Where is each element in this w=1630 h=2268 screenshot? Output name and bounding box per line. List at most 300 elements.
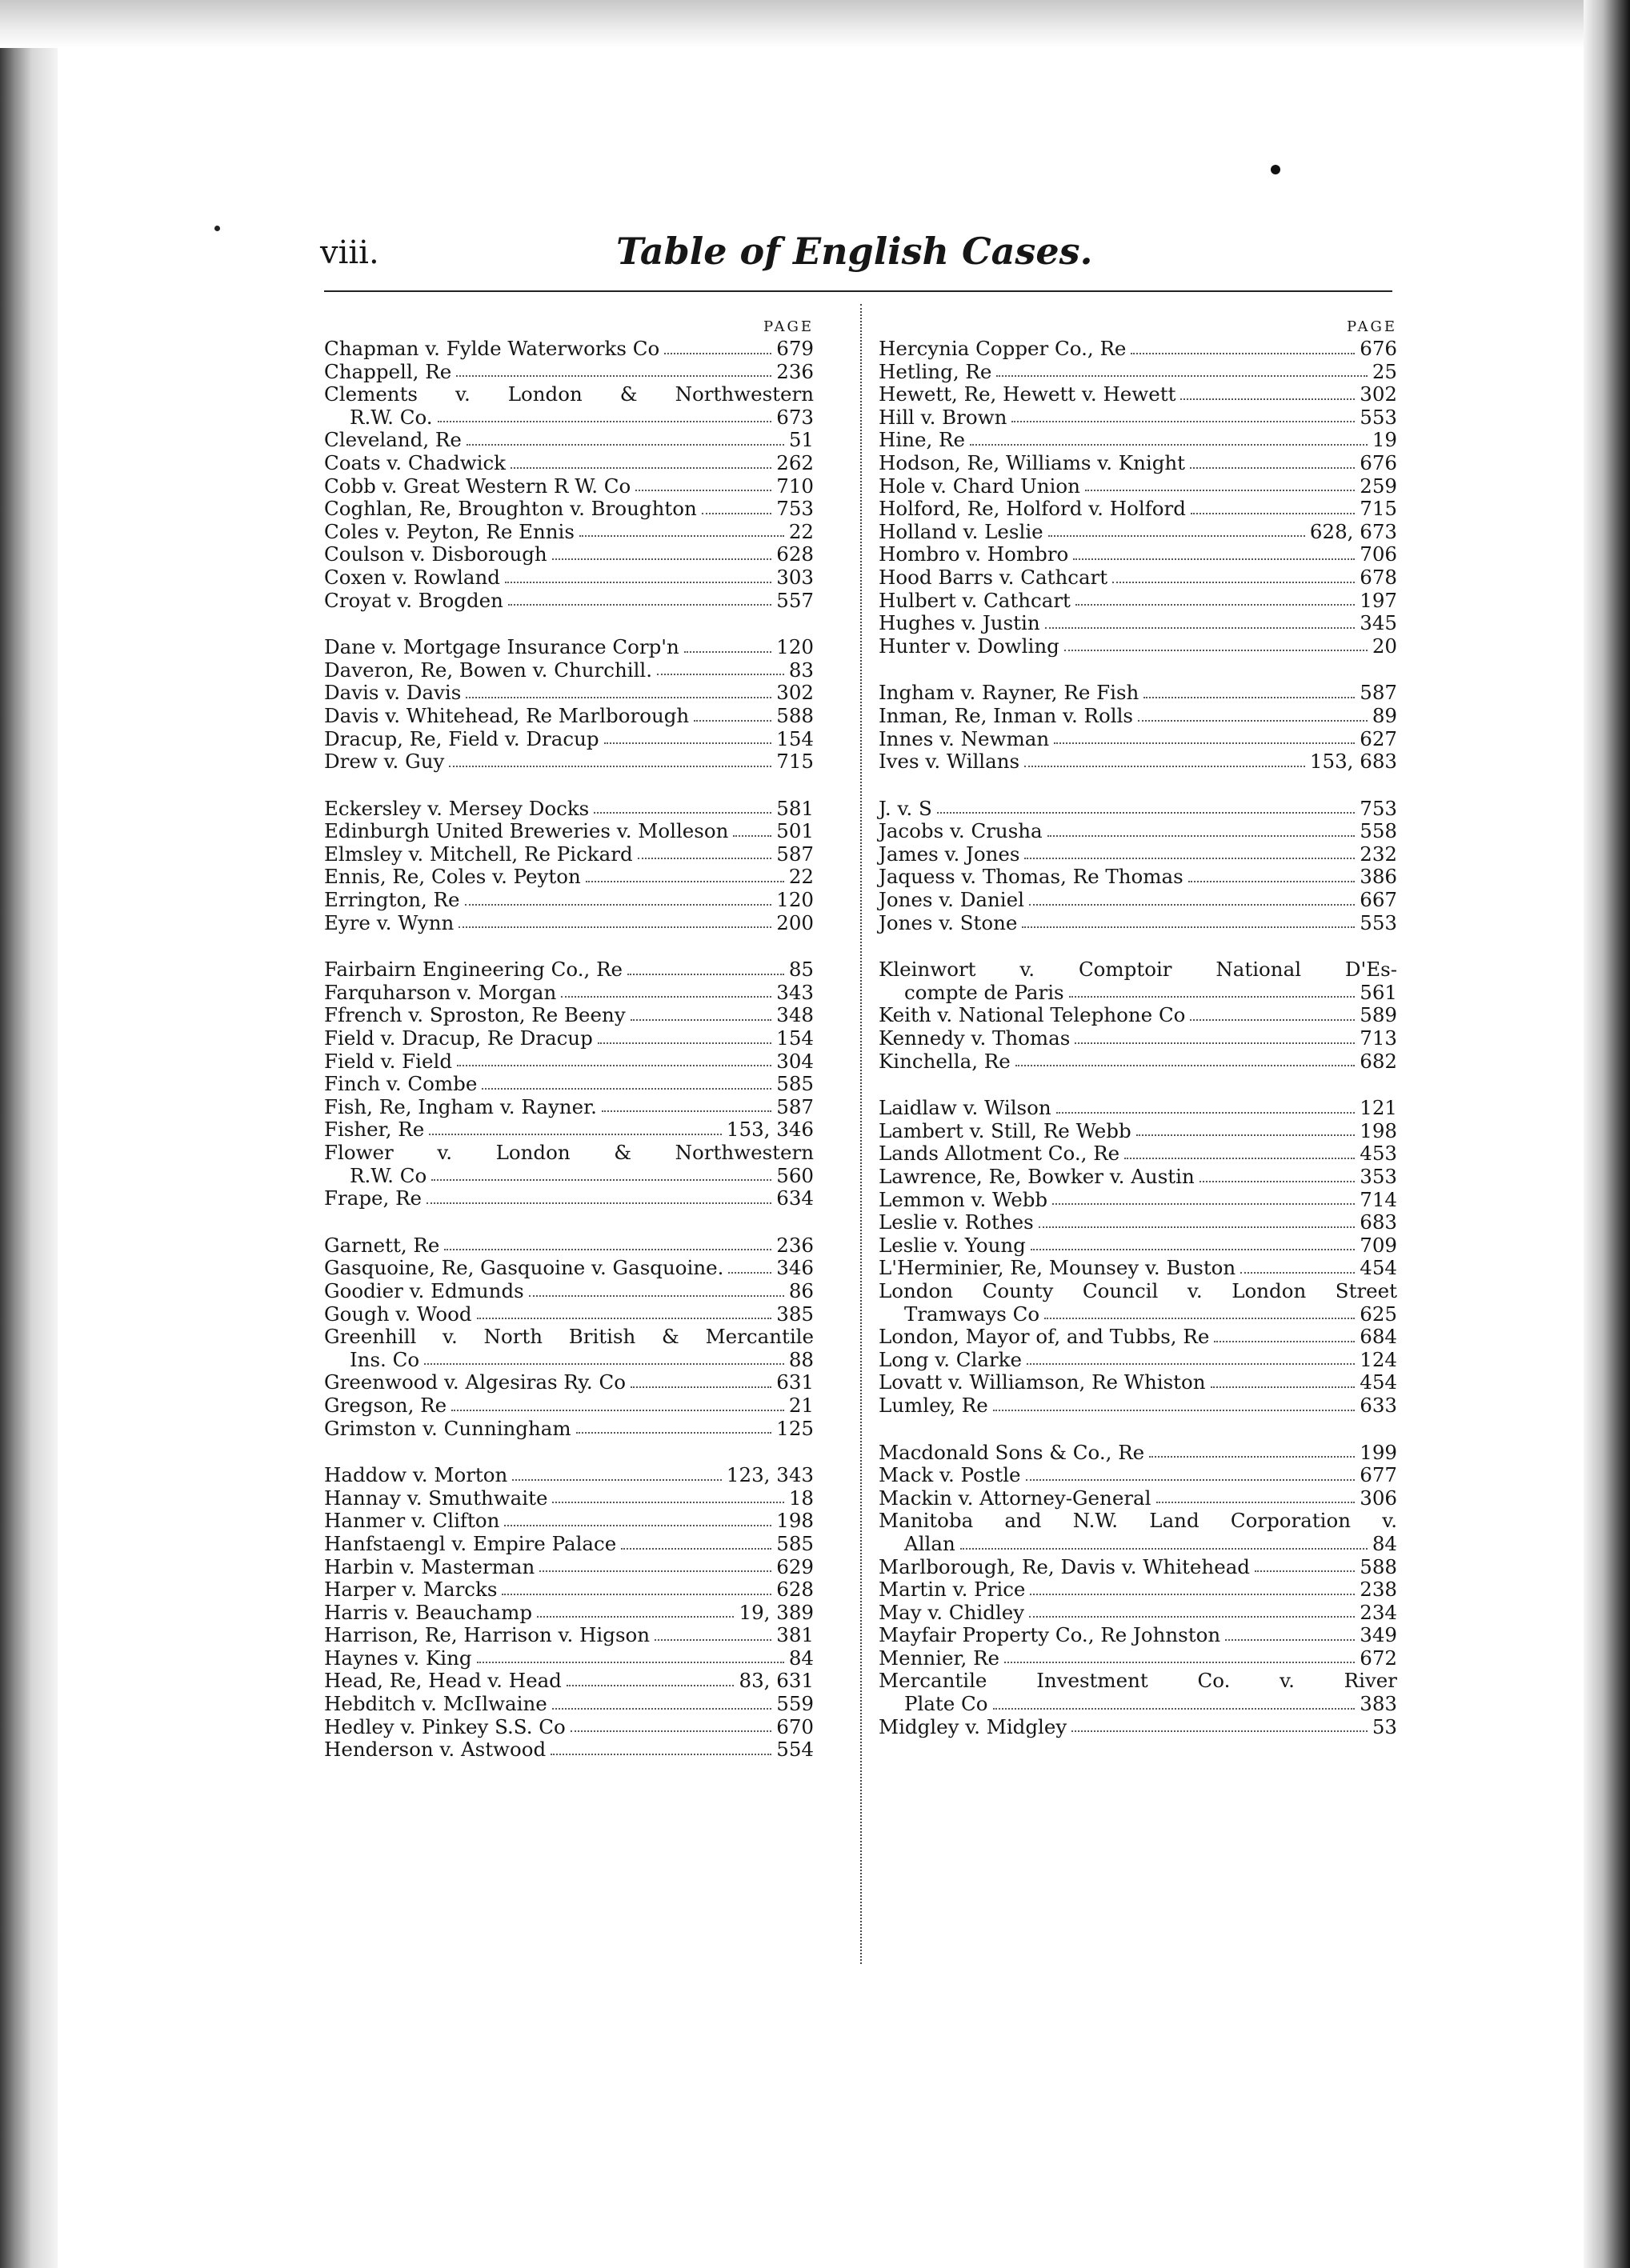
dot-leader (996, 375, 1367, 377)
page-number: 557 (776, 588, 814, 612)
page-number: 153, 683 (1309, 750, 1397, 774)
case-entry (324, 1096, 814, 1119)
case-entry (879, 566, 1397, 590)
dot-leader (1030, 1594, 1355, 1595)
dot-leader (586, 881, 784, 882)
case-entry (324, 475, 814, 498)
case-name: Cleveland, Re (324, 428, 462, 452)
page-number: 629 (776, 1554, 814, 1578)
dot-leader (424, 1363, 784, 1365)
case-entry-first-line: Flower v. London & Northwestern (324, 1141, 814, 1164)
case-entry (324, 521, 814, 544)
case-name: Lawrence, Re, Bowker v. Austin (879, 1165, 1195, 1188)
case-entry (879, 338, 1397, 361)
dot-leader (551, 1754, 771, 1755)
page-number: 625 (1360, 1302, 1397, 1326)
page-number: 631 (776, 1370, 814, 1394)
case-name: Hughes v. Justin (879, 611, 1040, 635)
case-name: Coles v. Peyton, Re Ennis (324, 519, 575, 543)
dot-leader (1138, 720, 1368, 722)
page-number: 19, 389 (739, 1600, 814, 1624)
dot-leader (466, 697, 771, 698)
case-name: Kennedy v. Thomas (879, 1026, 1071, 1050)
dot-leader (1225, 1639, 1355, 1641)
case-entry (324, 889, 814, 912)
page-number: 633 (1360, 1393, 1397, 1417)
page-number: 22 (788, 865, 814, 889)
dot-leader (1188, 881, 1356, 882)
case-entry (324, 1464, 814, 1487)
case-entry (879, 1647, 1397, 1670)
case-entry (324, 406, 814, 430)
case-entry (324, 659, 814, 682)
page-number: 678 (1360, 565, 1397, 589)
scan-edge-left (0, 0, 58, 2268)
case-entry (879, 1027, 1397, 1050)
case-entry (879, 1693, 1397, 1716)
case-name: Mennier, Re (879, 1646, 1000, 1670)
case-entry (879, 521, 1397, 544)
case-entry (879, 1189, 1397, 1212)
case-entry (324, 1578, 814, 1602)
case-name: Keith v. National Telephone Co (879, 1003, 1186, 1027)
page-number: 84 (788, 1646, 814, 1670)
page-number: 628 (776, 1578, 814, 1602)
page-number: 153, 346 (726, 1118, 814, 1142)
page-number: 343 (776, 980, 814, 1004)
dot-leader (444, 1249, 771, 1250)
case-entry (879, 475, 1397, 498)
case-name: Hill v. Brown (879, 405, 1007, 429)
case-name: Allan (904, 1531, 955, 1555)
page-number: 713 (1360, 1026, 1397, 1050)
case-entry (324, 566, 814, 590)
case-entry (879, 1624, 1397, 1647)
case-entry (324, 820, 814, 843)
dot-leader (694, 720, 771, 722)
dot-leader (477, 1662, 784, 1663)
dot-leader (529, 1295, 784, 1297)
page-number: 558 (1360, 819, 1397, 843)
dot-leader (621, 1548, 771, 1550)
dot-leader (1073, 558, 1355, 560)
case-entry (324, 705, 814, 728)
dot-leader (456, 375, 771, 377)
dot-leader (451, 1410, 784, 1411)
page-number: 306 (1360, 1486, 1397, 1510)
page-number: 349 (1360, 1623, 1397, 1647)
case-name: Macdonald Sons & Co., Re (879, 1440, 1145, 1464)
case-entry (879, 866, 1397, 889)
dot-leader (508, 604, 771, 606)
case-entry (879, 1487, 1397, 1510)
page-number: 83 (788, 658, 814, 682)
group-spacer (879, 658, 1397, 682)
dot-leader (1015, 1065, 1356, 1066)
case-entry (324, 1533, 814, 1556)
dot-leader (427, 1202, 771, 1204)
case-entry (879, 429, 1397, 452)
case-entry (879, 543, 1397, 566)
page-number: 120 (776, 888, 814, 912)
dot-leader (1255, 1570, 1355, 1572)
case-entry (879, 1166, 1397, 1189)
case-name: Edinburgh United Breweries v. Molleson (324, 819, 729, 843)
dot-leader (655, 1639, 771, 1641)
case-entry (879, 452, 1397, 475)
page-number: 302 (1360, 382, 1397, 406)
case-name: Haynes v. King (324, 1646, 472, 1670)
case-name: Chappell, Re (324, 359, 452, 383)
page-number: 197 (1360, 588, 1397, 612)
page-number: 715 (1360, 497, 1397, 521)
case-entry (879, 1602, 1397, 1625)
case-entry (879, 1050, 1397, 1074)
page-number: 554 (776, 1738, 814, 1762)
page-number: 236 (776, 1233, 814, 1257)
case-entry (324, 1602, 814, 1625)
case-name: Marlborough, Re, Davis v. Whitehead (879, 1554, 1250, 1578)
case-entry (879, 889, 1397, 912)
page-number: 714 (1360, 1187, 1397, 1211)
dot-leader (1011, 421, 1355, 422)
dot-leader (1064, 650, 1368, 651)
case-name: Dane v. Mortgage Insurance Corp'n (324, 635, 679, 659)
case-name: Daveron, Re, Bowen v. Churchill. (324, 658, 653, 682)
page-number: 85 (788, 958, 814, 982)
dot-leader (567, 1685, 735, 1686)
case-name: compte de Paris (904, 980, 1064, 1004)
dot-leader (1047, 835, 1356, 837)
dot-leader (993, 1708, 1356, 1710)
case-entry (879, 1464, 1397, 1487)
case-entry (324, 429, 814, 452)
page-number: 587 (1360, 681, 1397, 705)
page-number: 88 (788, 1347, 814, 1371)
page-number: 303 (776, 565, 814, 589)
case-name: Coats v. Chadwick (324, 450, 507, 474)
dot-leader (552, 1708, 772, 1710)
page-number: 20 (1372, 634, 1397, 658)
page-number: 559 (776, 1692, 814, 1716)
group-spacer (324, 1440, 814, 1464)
dot-leader (1131, 353, 1355, 354)
case-entry (324, 982, 814, 1005)
case-entry (879, 843, 1397, 866)
page-number: 501 (776, 819, 814, 843)
case-entry (324, 1050, 814, 1074)
case-entry (879, 1442, 1397, 1465)
case-name: Harris v. Beauchamp (324, 1600, 533, 1624)
case-name: Ins. Co (350, 1347, 420, 1371)
case-name: Harbin v. Masterman (324, 1554, 535, 1578)
case-entry (879, 1394, 1397, 1418)
dot-leader (638, 858, 772, 859)
case-entry (879, 1533, 1397, 1556)
case-name: Hombro v. Hombro (879, 542, 1069, 566)
page-number: 120 (776, 635, 814, 659)
page-number: 125 (776, 1416, 814, 1440)
page-number: 682 (1360, 1049, 1397, 1073)
case-entry (879, 406, 1397, 430)
case-name: Gasquoine, Re, Gasquoine v. Gasquoine. (324, 1256, 724, 1280)
dot-leader (1029, 1616, 1355, 1618)
case-name: Field v. Field (324, 1049, 453, 1073)
case-entry (879, 750, 1397, 774)
case-name: Lovatt v. Williamson, Re Whiston (879, 1370, 1206, 1394)
case-entry (324, 1738, 814, 1762)
case-name: Coulson v. Disborough (324, 542, 547, 566)
case-entry (879, 728, 1397, 751)
dot-leader (1052, 1203, 1355, 1205)
dot-leader (552, 558, 772, 560)
dot-leader (576, 1432, 772, 1434)
case-name: Coxen v. Rowland (324, 565, 500, 589)
dot-leader (1071, 1730, 1368, 1732)
case-name: Head, Re, Head v. Head (324, 1669, 562, 1693)
dot-leader (505, 582, 771, 583)
page-number: 83, 631 (739, 1669, 814, 1693)
page-number: 684 (1360, 1325, 1397, 1349)
group-spacer (879, 1418, 1397, 1442)
case-name: Laidlaw v. Wilson (879, 1096, 1051, 1120)
case-entry (324, 1257, 814, 1280)
dot-leader (431, 1179, 771, 1181)
case-entry (879, 1120, 1397, 1143)
dot-leader (1075, 604, 1355, 606)
case-name: Hunter v. Dowling (879, 634, 1059, 658)
case-name: London, Mayor of, and Tubbs, Re (879, 1325, 1210, 1349)
dot-leader (1190, 1019, 1355, 1021)
case-entry (324, 636, 814, 659)
dot-leader (1039, 1226, 1356, 1228)
dot-leader (1211, 1386, 1356, 1388)
case-name: Lambert v. Still, Re Webb (879, 1118, 1131, 1142)
dot-leader (631, 1019, 772, 1021)
page-number: 553 (1360, 405, 1397, 429)
group-spacer (324, 934, 814, 958)
case-entry (324, 750, 814, 774)
case-name: Tramways Co (904, 1302, 1040, 1326)
page-number: 383 (1360, 1692, 1397, 1716)
case-entry (879, 1234, 1397, 1258)
page-number: 587 (776, 842, 814, 866)
case-name: Finch v. Combe (324, 1072, 478, 1096)
case-entry (879, 1097, 1397, 1120)
page-number: 676 (1360, 450, 1397, 474)
dot-leader (1054, 742, 1355, 744)
page-number: 710 (776, 474, 814, 498)
page-number: 676 (1360, 337, 1397, 360)
page-number: 454 (1360, 1370, 1397, 1394)
case-name: Holford, Re, Holford v. Holford (879, 497, 1186, 521)
case-entry (879, 1556, 1397, 1579)
case-entry (324, 798, 814, 821)
case-entry (324, 1027, 814, 1050)
case-name: Gregson, Re (324, 1393, 447, 1417)
page-number: 706 (1360, 542, 1397, 566)
dot-leader (1044, 1318, 1355, 1319)
case-entry (879, 635, 1397, 658)
case-name: Long v. Clarke (879, 1347, 1023, 1371)
dot-leader (970, 444, 1368, 446)
case-name: Mack v. Postle (879, 1463, 1021, 1487)
page-number: 198 (1360, 1118, 1397, 1142)
page-number: 154 (776, 726, 814, 750)
case-name: Hood Barrs v. Cathcart (879, 565, 1108, 589)
dot-leader (733, 835, 771, 837)
page-number: 19 (1372, 428, 1397, 452)
dot-leader (1048, 535, 1305, 537)
case-name: Cobb v. Great Western R W. Co (324, 474, 631, 498)
case-entry (324, 1624, 814, 1647)
dot-leader (465, 904, 772, 906)
case-entry (324, 1004, 814, 1027)
case-entry (879, 1349, 1397, 1372)
case-entry (879, 1257, 1397, 1280)
page-folio: viii. (320, 234, 379, 271)
case-entry-first-line: Greenhill v. North British & Mercantile (324, 1325, 814, 1349)
case-name: Eyre v. Wynn (324, 910, 455, 934)
dot-leader (1069, 996, 1356, 998)
case-name: Hole v. Chard Union (879, 474, 1080, 498)
dot-leader (602, 1110, 771, 1112)
case-entry (879, 1371, 1397, 1394)
dot-leader (1026, 1479, 1356, 1481)
dot-leader (1024, 858, 1355, 859)
page-number: 89 (1372, 703, 1397, 727)
case-name: Ives v. Willans (879, 750, 1020, 774)
dot-leader (1190, 467, 1355, 469)
dot-leader (604, 742, 772, 744)
case-name: Croyat v. Brogden (324, 588, 503, 612)
dot-leader (449, 766, 771, 767)
case-entry (324, 543, 814, 566)
dot-leader (1045, 627, 1356, 629)
case-name: Haddow v. Morton (324, 1463, 508, 1487)
dot-leader (684, 651, 771, 653)
case-entry (879, 705, 1397, 728)
case-entry (879, 1303, 1397, 1326)
case-entry (324, 912, 814, 935)
running-head (320, 228, 1384, 286)
dot-leader (511, 467, 771, 469)
case-entry (324, 866, 814, 889)
case-entry (324, 590, 814, 613)
dot-leader (1136, 1134, 1356, 1136)
page-number: 634 (776, 1186, 814, 1210)
case-entry (879, 383, 1397, 406)
case-name: Garnett, Re (324, 1233, 440, 1257)
case-name: Davis v. Whitehead, Re Marlborough (324, 703, 690, 727)
page-number: 51 (788, 428, 814, 452)
page-number: 199 (1360, 1440, 1397, 1464)
page-number: 588 (1360, 1554, 1397, 1578)
scan-edge-right (1584, 0, 1630, 2268)
case-name: Inman, Re, Inman v. Rolls (879, 703, 1133, 727)
case-entry-first-line: Manitoba and N.W. Land Corporation v. (879, 1509, 1397, 1533)
case-name: Jaquess v. Thomas, Re Thomas (879, 865, 1183, 889)
dot-leader (571, 1730, 771, 1732)
case-name: L'Herminier, Re, Mounsey v. Buston (879, 1256, 1236, 1280)
page-number: 454 (1360, 1256, 1397, 1280)
case-entry (879, 1142, 1397, 1166)
page-number: 21 (788, 1393, 814, 1417)
dot-leader (664, 353, 771, 354)
page-number: 345 (1360, 611, 1397, 635)
case-name: Greenwood v. Algesiras Ry. Co (324, 1370, 626, 1394)
group-spacer (879, 934, 1397, 958)
case-entry (324, 1234, 814, 1258)
page-number: 154 (776, 1026, 814, 1050)
page-number: 124 (1360, 1347, 1397, 1371)
case-entry (879, 498, 1397, 521)
case-entry (324, 1187, 814, 1210)
case-entry (324, 498, 814, 521)
page-number: 236 (776, 359, 814, 383)
dot-leader (1027, 1363, 1355, 1365)
case-entry (324, 1418, 814, 1441)
case-entry (879, 682, 1397, 705)
case-entry (324, 1280, 814, 1303)
page-number: 561 (1360, 980, 1397, 1004)
dot-leader (702, 513, 771, 514)
dot-leader (960, 1548, 1368, 1550)
dot-leader (459, 926, 771, 928)
page-number: 588 (776, 703, 814, 727)
case-entry (879, 820, 1397, 843)
page-number: 385 (776, 1302, 814, 1326)
case-name: Hercynia Copper Co., Re (879, 337, 1127, 360)
dot-leader (1191, 513, 1355, 514)
dot-leader (1149, 1456, 1355, 1458)
case-entry (324, 1647, 814, 1670)
case-entry (324, 1118, 814, 1142)
page-column-label: PAGE (1347, 318, 1397, 335)
page-number: 200 (776, 910, 814, 934)
case-entry-first-line: Mercantile Investment Co. v. River (879, 1669, 1397, 1693)
case-name: Frape, Re (324, 1186, 423, 1210)
dot-leader (1156, 1502, 1356, 1503)
case-name: Jones v. Daniel (879, 888, 1024, 912)
case-name: Hulbert v. Cathcart (879, 588, 1071, 612)
page-number: 348 (776, 1003, 814, 1027)
left-column (324, 317, 814, 1762)
page-number: 346 (776, 1256, 814, 1280)
dot-leader (537, 1616, 734, 1618)
page-number: 581 (776, 796, 814, 820)
dot-leader (482, 1088, 771, 1090)
dot-leader (512, 1479, 722, 1481)
dot-leader (579, 535, 784, 537)
scan-edge-top (0, 0, 1630, 48)
case-entry (324, 843, 814, 866)
case-name: Innes v. Newman (879, 726, 1050, 750)
group-spacer (879, 1073, 1397, 1097)
dot-leader (429, 1134, 722, 1135)
case-entry (879, 982, 1397, 1005)
page-number: 679 (776, 337, 814, 360)
case-name: Drew v. Guy (324, 750, 445, 774)
case-name: Fisher, Re (324, 1118, 425, 1142)
page-number: 628 (776, 542, 814, 566)
dot-leader (631, 1386, 771, 1388)
case-name: Elmsley v. Mitchell, Re Pickard (324, 842, 633, 866)
dot-leader (1056, 1112, 1356, 1114)
case-entry (324, 1670, 814, 1693)
page-number: 234 (1360, 1600, 1397, 1624)
case-entry (324, 1349, 814, 1372)
